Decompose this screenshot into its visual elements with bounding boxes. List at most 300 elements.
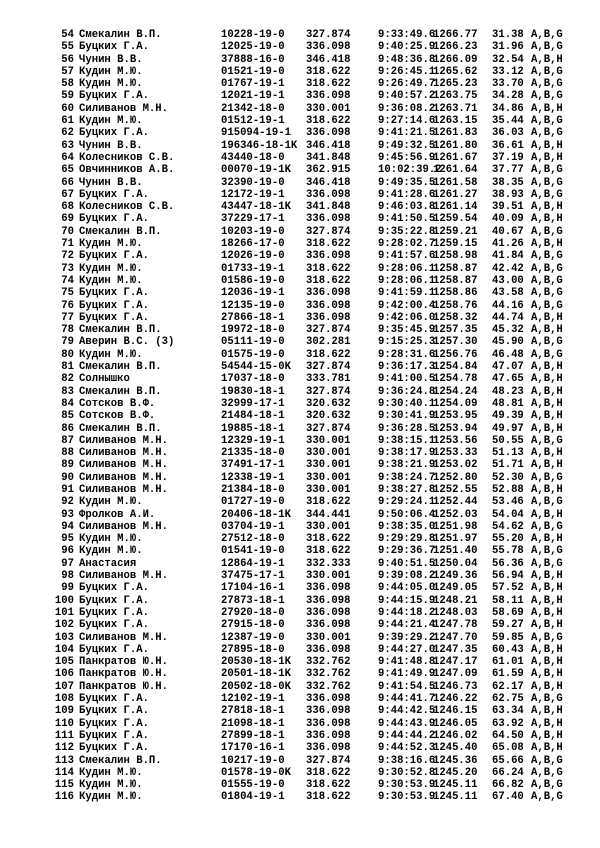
cell-percent: 66.24 bbox=[492, 766, 524, 779]
cell-arrival-time: 9:15:25.3 bbox=[378, 336, 436, 349]
cell-distance: 332.762 bbox=[306, 656, 351, 669]
cell-fancier-name: Колесников С.В. bbox=[79, 201, 175, 214]
cell-percent: 62.75 bbox=[492, 693, 524, 706]
cell-place: 81 bbox=[61, 361, 74, 374]
cell-distance: 336.098 bbox=[306, 619, 351, 632]
cell-categories: A,B,H bbox=[531, 201, 563, 214]
cell-ring-number: 20501-18-1K bbox=[221, 668, 291, 681]
cell-distance: 320.632 bbox=[306, 397, 351, 410]
cell-arrival-time: 9:30:53.9 bbox=[378, 779, 436, 792]
cell-arrival-time: 9:50:06.4 bbox=[378, 508, 436, 521]
cell-speed: 1245.40 bbox=[433, 742, 478, 755]
cell-distance: 318.622 bbox=[306, 65, 351, 78]
cell-categories: A,B,G bbox=[531, 262, 563, 275]
cell-speed: 1258.98 bbox=[433, 250, 478, 263]
cell-fancier-name: Чунин В.В. bbox=[79, 139, 143, 152]
cell-distance: 332.762 bbox=[306, 680, 351, 693]
cell-arrival-time: 10:02:39.2 bbox=[378, 164, 442, 177]
cell-place: 87 bbox=[61, 434, 74, 447]
cell-categories: A,B,H bbox=[531, 570, 563, 583]
cell-speed: 1254.78 bbox=[433, 373, 478, 386]
cell-fancier-name: Силиванов М.Н. bbox=[79, 459, 169, 472]
cell-categories: A,B,G bbox=[531, 188, 563, 201]
cell-arrival-time: 9:44:05.0 bbox=[378, 582, 436, 595]
cell-speed: 1258.87 bbox=[433, 274, 478, 287]
table-row bbox=[0, 791, 600, 803]
cell-arrival-time: 9:40:25.9 bbox=[378, 41, 436, 54]
cell-fancier-name: Силиванов М.Н. bbox=[79, 447, 169, 460]
cell-percent: 41.84 bbox=[492, 250, 524, 263]
cell-ring-number: 12329-19-1 bbox=[221, 434, 285, 447]
cell-place: 64 bbox=[61, 151, 74, 164]
cell-place: 85 bbox=[61, 410, 74, 423]
cell-arrival-time: 9:41:49.9 bbox=[378, 668, 436, 681]
cell-categories: A,B,G bbox=[531, 631, 563, 644]
cell-distance: 330.001 bbox=[306, 483, 351, 496]
cell-percent: 33.70 bbox=[492, 78, 524, 91]
cell-percent: 48.23 bbox=[492, 385, 524, 398]
cell-arrival-time: 9:30:53.9 bbox=[378, 791, 436, 804]
cell-distance: 330.001 bbox=[306, 102, 351, 115]
cell-speed: 1250.04 bbox=[433, 557, 478, 570]
cell-categories: A,B,G bbox=[531, 65, 563, 78]
cell-distance: 318.622 bbox=[306, 78, 351, 91]
cell-percent: 41.26 bbox=[492, 238, 524, 251]
cell-categories: A,B,G bbox=[531, 274, 563, 287]
cell-place: 106 bbox=[54, 668, 74, 681]
cell-percent: 31.38 bbox=[492, 29, 524, 41]
cell-categories: A,B,G bbox=[531, 287, 563, 300]
cell-distance: 341.848 bbox=[306, 201, 351, 214]
cell-place: 60 bbox=[61, 102, 74, 115]
cell-place: 74 bbox=[61, 274, 74, 287]
cell-ring-number: 12135-19-0 bbox=[221, 299, 285, 312]
cell-fancier-name: Смекалин В.П. bbox=[79, 422, 162, 435]
cell-arrival-time: 9:41:57.6 bbox=[378, 250, 436, 263]
cell-fancier-name: Буцких Г.А. bbox=[79, 213, 149, 226]
cell-speed: 1253.02 bbox=[433, 459, 478, 472]
cell-arrival-time: 9:30:41.9 bbox=[378, 410, 436, 423]
cell-speed: 1246.15 bbox=[433, 705, 478, 718]
cell-categories: A,B,G bbox=[531, 41, 563, 54]
cell-fancier-name: Буцких Г.А. bbox=[79, 693, 149, 706]
cell-arrival-time: 9:26:45.1 bbox=[378, 65, 436, 78]
cell-arrival-time: 9:41:59.1 bbox=[378, 287, 436, 300]
cell-percent: 63.34 bbox=[492, 705, 524, 718]
table-row bbox=[0, 570, 600, 582]
cell-distance: 336.098 bbox=[306, 606, 351, 619]
table-row bbox=[0, 275, 600, 287]
table-row bbox=[0, 545, 600, 557]
cell-categories: A,B,H bbox=[531, 397, 563, 410]
cell-arrival-time: 9:41:50.5 bbox=[378, 213, 436, 226]
cell-distance: 336.098 bbox=[306, 594, 351, 607]
cell-place: 57 bbox=[61, 65, 74, 78]
cell-ring-number: 01804-19-1 bbox=[221, 791, 285, 804]
cell-fancier-name: Кудин М.Ю. bbox=[79, 274, 143, 287]
table-row bbox=[0, 730, 600, 742]
cell-arrival-time: 9:44:21.4 bbox=[378, 619, 436, 632]
cell-percent: 47.07 bbox=[492, 361, 524, 374]
cell-categories: A,B,H bbox=[531, 361, 563, 374]
cell-categories: A,B,H bbox=[531, 324, 563, 337]
cell-fancier-name: Кудин М.Ю. bbox=[79, 262, 143, 275]
cell-arrival-time: 9:38:15.1 bbox=[378, 434, 436, 447]
cell-fancier-name: Кудин М.Ю. bbox=[79, 545, 143, 558]
cell-ring-number: 21342-18-0 bbox=[221, 102, 285, 115]
cell-fancier-name: Буцких Г.А. bbox=[79, 311, 149, 324]
cell-categories: A,B,H bbox=[531, 729, 563, 742]
cell-arrival-time: 9:48:36.8 bbox=[378, 53, 436, 66]
cell-speed: 1261.83 bbox=[433, 127, 478, 140]
cell-place: 103 bbox=[54, 631, 74, 644]
cell-place: 55 bbox=[61, 41, 74, 54]
cell-place: 70 bbox=[61, 225, 74, 238]
cell-percent: 60.43 bbox=[492, 643, 524, 656]
cell-categories: A,B,H bbox=[531, 594, 563, 607]
cell-place: 79 bbox=[61, 336, 74, 349]
cell-arrival-time: 9:29:36.7 bbox=[378, 545, 436, 558]
cell-ring-number: 43440-18-0 bbox=[221, 151, 285, 164]
cell-percent: 55.78 bbox=[492, 545, 524, 558]
cell-distance: 318.622 bbox=[306, 348, 351, 361]
cell-speed: 1259.54 bbox=[433, 213, 478, 226]
cell-speed: 1251.40 bbox=[433, 545, 478, 558]
cell-fancier-name: Буцких Г.А. bbox=[79, 705, 149, 718]
cell-categories: A,B,G bbox=[531, 90, 563, 103]
cell-ring-number: 12025-19-0 bbox=[221, 41, 285, 54]
table-row bbox=[0, 386, 600, 398]
table-row bbox=[0, 312, 600, 324]
cell-speed: 1253.33 bbox=[433, 447, 478, 460]
cell-ring-number: 12864-19-1 bbox=[221, 557, 285, 570]
cell-distance: 336.098 bbox=[306, 299, 351, 312]
cell-distance: 336.098 bbox=[306, 705, 351, 718]
cell-fancier-name: Смекалин В.П. bbox=[79, 225, 162, 238]
cell-speed: 1261.64 bbox=[433, 164, 478, 177]
cell-ring-number: 19885-18-1 bbox=[221, 422, 285, 435]
cell-percent: 62.17 bbox=[492, 680, 524, 693]
cell-speed: 1247.70 bbox=[433, 631, 478, 644]
cell-ring-number: 10203-19-0 bbox=[221, 225, 285, 238]
cell-speed: 1245.36 bbox=[433, 754, 478, 767]
cell-place: 105 bbox=[54, 656, 74, 669]
cell-ring-number: 196346-18-1K bbox=[221, 139, 298, 152]
cell-categories: A,B,H bbox=[531, 717, 563, 730]
cell-ring-number: 20406-18-1K bbox=[221, 508, 291, 521]
cell-fancier-name: Панкратов Ю.Н. bbox=[79, 680, 169, 693]
cell-place: 104 bbox=[54, 643, 74, 656]
cell-percent: 31.96 bbox=[492, 41, 524, 54]
cell-categories: A,B,G bbox=[531, 78, 563, 91]
cell-place: 58 bbox=[61, 78, 74, 91]
cell-percent: 32.54 bbox=[492, 53, 524, 66]
cell-percent: 44.16 bbox=[492, 299, 524, 312]
cell-speed: 1254.84 bbox=[433, 361, 478, 374]
cell-distance: 318.622 bbox=[306, 262, 351, 275]
cell-fancier-name: Смекалин В.П. bbox=[79, 385, 162, 398]
cell-speed: 1247.17 bbox=[433, 656, 478, 669]
cell-categories: A,B,G bbox=[531, 434, 563, 447]
cell-ring-number: 915094-19-1 bbox=[221, 127, 291, 140]
cell-ring-number: 01586-19-0 bbox=[221, 274, 285, 287]
cell-speed: 1253.56 bbox=[433, 434, 478, 447]
cell-percent: 45.32 bbox=[492, 324, 524, 337]
table-row bbox=[0, 521, 600, 533]
cell-place: 83 bbox=[61, 385, 74, 398]
cell-fancier-name: Кудин М.Ю. bbox=[79, 779, 143, 792]
cell-arrival-time: 9:30:40.1 bbox=[378, 397, 436, 410]
cell-percent: 38.93 bbox=[492, 188, 524, 201]
cell-arrival-time: 9:36:28.5 bbox=[378, 422, 436, 435]
cell-percent: 40.67 bbox=[492, 225, 524, 238]
cell-ring-number: 12026-19-0 bbox=[221, 250, 285, 263]
table-row bbox=[0, 632, 600, 644]
cell-ring-number: 27818-18-1 bbox=[221, 705, 285, 718]
cell-distance: 318.622 bbox=[306, 791, 351, 804]
cell-ring-number: 10217-19-0 bbox=[221, 754, 285, 767]
cell-arrival-time: 9:41:54.5 bbox=[378, 680, 436, 693]
cell-ring-number: 01575-19-0 bbox=[221, 348, 285, 361]
cell-arrival-time: 9:29:24.1 bbox=[378, 496, 436, 509]
cell-percent: 56.94 bbox=[492, 570, 524, 583]
cell-arrival-time: 9:36:24.8 bbox=[378, 385, 436, 398]
cell-categories: A,B,H bbox=[531, 459, 563, 472]
cell-arrival-time: 9:38:16.6 bbox=[378, 754, 436, 767]
cell-categories: A,B,G bbox=[531, 766, 563, 779]
cell-categories: A,B,G bbox=[531, 336, 563, 349]
cell-fancier-name: Силиванов М.Н. bbox=[79, 631, 169, 644]
cell-ring-number: 12036-19-1 bbox=[221, 287, 285, 300]
table-row bbox=[0, 78, 600, 90]
cell-distance: 318.622 bbox=[306, 115, 351, 128]
cell-arrival-time: 9:28:31.6 bbox=[378, 348, 436, 361]
cell-distance: 341.848 bbox=[306, 151, 351, 164]
cell-place: 113 bbox=[54, 754, 74, 767]
table-row bbox=[0, 459, 600, 471]
cell-place: 96 bbox=[61, 545, 74, 558]
cell-speed: 1258.86 bbox=[433, 287, 478, 300]
cell-categories: A,B,G bbox=[531, 29, 563, 41]
cell-place: 86 bbox=[61, 422, 74, 435]
cell-percent: 35.44 bbox=[492, 115, 524, 128]
table-row bbox=[0, 619, 600, 631]
table-row bbox=[0, 656, 600, 668]
cell-ring-number: 00070-19-1K bbox=[221, 164, 291, 177]
cell-arrival-time: 9:42:06.0 bbox=[378, 311, 436, 324]
cell-arrival-time: 9:36:08.2 bbox=[378, 102, 436, 115]
cell-speed: 1257.30 bbox=[433, 336, 478, 349]
cell-categories: A,B,G bbox=[531, 545, 563, 558]
cell-ring-number: 01578-19-0K bbox=[221, 766, 291, 779]
cell-ring-number: 37229-17-1 bbox=[221, 213, 285, 226]
cell-categories: A,B,G bbox=[531, 299, 563, 312]
cell-arrival-time: 9:44:15.9 bbox=[378, 594, 436, 607]
cell-ring-number: 27873-18-1 bbox=[221, 594, 285, 607]
cell-speed: 1249.05 bbox=[433, 582, 478, 595]
table-row bbox=[0, 41, 600, 53]
cell-percent: 43.58 bbox=[492, 287, 524, 300]
cell-categories: A,B,G bbox=[531, 557, 563, 570]
cell-speed: 1258.76 bbox=[433, 299, 478, 312]
cell-categories: A,B,G bbox=[531, 754, 563, 767]
cell-place: 112 bbox=[54, 742, 74, 755]
cell-categories: A,B,H bbox=[531, 151, 563, 164]
cell-percent: 46.48 bbox=[492, 348, 524, 361]
cell-percent: 48.81 bbox=[492, 397, 524, 410]
cell-speed: 1252.80 bbox=[433, 471, 478, 484]
table-row bbox=[0, 140, 600, 152]
table-row bbox=[0, 435, 600, 447]
cell-fancier-name: Силиванов М.Н. bbox=[79, 520, 169, 533]
table-row bbox=[0, 152, 600, 164]
table-row bbox=[0, 779, 600, 791]
cell-distance: 336.098 bbox=[306, 127, 351, 140]
cell-distance: 318.622 bbox=[306, 274, 351, 287]
results-table bbox=[0, 29, 600, 804]
table-row bbox=[0, 361, 600, 373]
cell-place: 73 bbox=[61, 262, 74, 275]
cell-ring-number: 18266-17-0 bbox=[221, 238, 285, 251]
cell-categories: A,B,G bbox=[531, 496, 563, 509]
cell-categories: A,B,H bbox=[531, 53, 563, 66]
table-row bbox=[0, 103, 600, 115]
cell-categories: A,B,H bbox=[531, 483, 563, 496]
cell-place: 77 bbox=[61, 311, 74, 324]
table-row bbox=[0, 29, 600, 41]
cell-arrival-time: 9:38:27.8 bbox=[378, 483, 436, 496]
cell-ring-number: 03704-19-1 bbox=[221, 520, 285, 533]
table-row bbox=[0, 398, 600, 410]
cell-speed: 1261.80 bbox=[433, 139, 478, 152]
cell-place: 76 bbox=[61, 299, 74, 312]
cell-speed: 1247.35 bbox=[433, 643, 478, 656]
cell-fancier-name: Буцких Г.А. bbox=[79, 127, 149, 140]
cell-distance: 318.622 bbox=[306, 238, 351, 251]
cell-arrival-time: 9:27:14.6 bbox=[378, 115, 436, 128]
cell-arrival-time: 9:44:43.9 bbox=[378, 717, 436, 730]
cell-arrival-time: 9:45:56.9 bbox=[378, 151, 436, 164]
cell-distance: 302.281 bbox=[306, 336, 351, 349]
cell-categories: A,B,G bbox=[531, 693, 563, 706]
cell-fancier-name: Буцких Г.А. bbox=[79, 717, 149, 730]
table-row bbox=[0, 201, 600, 213]
table-row bbox=[0, 472, 600, 484]
cell-fancier-name: Силиванов М.Н. bbox=[79, 570, 169, 583]
cell-arrival-time: 9:42:00.4 bbox=[378, 299, 436, 312]
cell-arrival-time: 9:40:57.2 bbox=[378, 90, 436, 103]
cell-arrival-time: 9:35:22.8 bbox=[378, 225, 436, 238]
cell-fancier-name: Буцких Г.А. bbox=[79, 188, 149, 201]
cell-percent: 45.90 bbox=[492, 336, 524, 349]
cell-place: 97 bbox=[61, 557, 74, 570]
cell-place: 67 bbox=[61, 188, 74, 201]
cell-speed: 1249.36 bbox=[433, 570, 478, 583]
cell-fancier-name: Анастасия bbox=[79, 557, 137, 570]
cell-arrival-time: 9:46:03.8 bbox=[378, 201, 436, 214]
cell-fancier-name: Буцких Г.А. bbox=[79, 643, 149, 656]
cell-ring-number: 27920-18-0 bbox=[221, 606, 285, 619]
cell-fancier-name: Кудин М.Ю. bbox=[79, 348, 143, 361]
cell-place: 107 bbox=[54, 680, 74, 693]
cell-categories: A,B,H bbox=[531, 238, 563, 251]
cell-fancier-name: Кудин М.Ю. bbox=[79, 65, 143, 78]
cell-ring-number: 01727-19-0 bbox=[221, 496, 285, 509]
cell-place: 63 bbox=[61, 139, 74, 152]
cell-speed: 1263.71 bbox=[433, 102, 478, 115]
cell-ring-number: 01733-19-1 bbox=[221, 262, 285, 275]
cell-fancier-name: Кудин М.Ю. bbox=[79, 791, 143, 804]
cell-distance: 336.098 bbox=[306, 41, 351, 54]
table-row bbox=[0, 115, 600, 127]
cell-distance: 330.001 bbox=[306, 520, 351, 533]
cell-arrival-time: 9:28:06.1 bbox=[378, 262, 436, 275]
cell-ring-number: 21335-18-0 bbox=[221, 447, 285, 460]
cell-arrival-time: 9:36:17.3 bbox=[378, 361, 436, 374]
cell-arrival-time: 9:44:44.2 bbox=[378, 729, 436, 742]
cell-speed: 1245.11 bbox=[433, 779, 478, 792]
table-row bbox=[0, 509, 600, 521]
cell-speed: 1246.73 bbox=[433, 680, 478, 693]
cell-fancier-name: Буцких Г.А. bbox=[79, 41, 149, 54]
cell-speed: 1254.09 bbox=[433, 397, 478, 410]
cell-percent: 49.39 bbox=[492, 410, 524, 423]
cell-place: 72 bbox=[61, 250, 74, 263]
cell-fancier-name: Смекалин В.П. bbox=[79, 754, 162, 767]
cell-categories: A,B,H bbox=[531, 311, 563, 324]
cell-percent: 52.30 bbox=[492, 471, 524, 484]
cell-place: 111 bbox=[54, 729, 74, 742]
cell-categories: A,B,H bbox=[531, 213, 563, 226]
table-row bbox=[0, 693, 600, 705]
cell-speed: 1253.94 bbox=[433, 422, 478, 435]
cell-fancier-name: Смекалин В.П. bbox=[79, 361, 162, 374]
cell-distance: 320.632 bbox=[306, 410, 351, 423]
cell-distance: 330.001 bbox=[306, 447, 351, 460]
cell-distance: 327.874 bbox=[306, 422, 351, 435]
cell-speed: 1265.62 bbox=[433, 65, 478, 78]
table-row bbox=[0, 644, 600, 656]
cell-distance: 344.441 bbox=[306, 508, 351, 521]
cell-distance: 362.915 bbox=[306, 164, 351, 177]
cell-fancier-name: Силиванов М.Н. bbox=[79, 471, 169, 484]
cell-fancier-name: Силиванов М.Н. bbox=[79, 102, 169, 115]
cell-percent: 50.55 bbox=[492, 434, 524, 447]
table-row bbox=[0, 349, 600, 361]
cell-place: 114 bbox=[54, 766, 74, 779]
cell-categories: A,B,G bbox=[531, 520, 563, 533]
cell-speed: 1248.21 bbox=[433, 594, 478, 607]
cell-distance: 332.762 bbox=[306, 668, 351, 681]
cell-categories: A,B,H bbox=[531, 373, 563, 386]
cell-speed: 1257.35 bbox=[433, 324, 478, 337]
cell-percent: 58.69 bbox=[492, 606, 524, 619]
cell-ring-number: 27899-18-1 bbox=[221, 729, 285, 742]
table-row bbox=[0, 213, 600, 225]
cell-fancier-name: Буцких Г.А. bbox=[79, 606, 149, 619]
cell-fancier-name: Буцких Г.А. bbox=[79, 729, 149, 742]
cell-distance: 330.001 bbox=[306, 471, 351, 484]
cell-fancier-name: Кудин М.Ю. bbox=[79, 533, 143, 546]
table-row bbox=[0, 54, 600, 66]
cell-speed: 1252.03 bbox=[433, 508, 478, 521]
cell-place: 95 bbox=[61, 533, 74, 546]
cell-ring-number: 20502-18-0K bbox=[221, 680, 291, 693]
cell-categories: A,B,G bbox=[531, 791, 563, 804]
cell-arrival-time: 9:44:42.5 bbox=[378, 705, 436, 718]
cell-percent: 58.11 bbox=[492, 594, 524, 607]
cell-speed: 1261.67 bbox=[433, 151, 478, 164]
